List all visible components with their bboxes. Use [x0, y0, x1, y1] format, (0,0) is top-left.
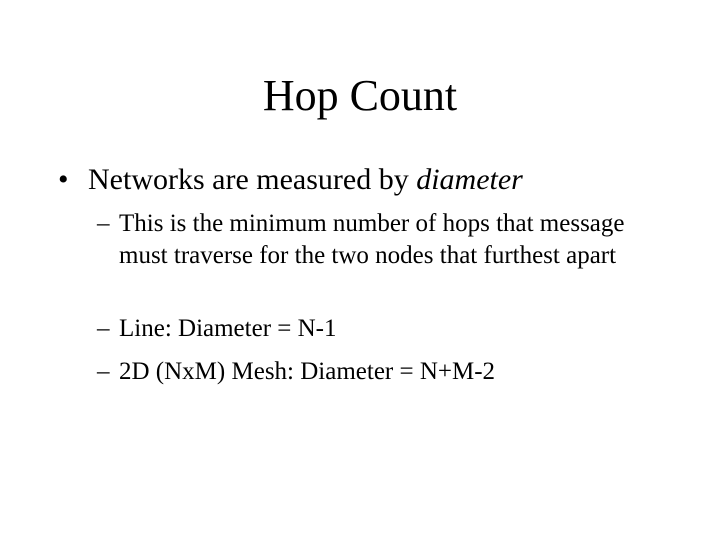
bullet-marker: •	[58, 163, 69, 196]
subbullet-marker: –	[97, 210, 110, 237]
subbullet-text: This is the minimum number of hops that message must traverse for the two nodes that furthest apart	[119, 210, 625, 269]
subbullet-marker: –	[97, 358, 110, 385]
bullet-text-emphasis: diameter	[416, 163, 523, 196]
subbullet-text: Line: Diameter = N-1	[119, 315, 337, 342]
subbullet-text: 2D (NxM) Mesh: Diameter = N+M-2	[119, 358, 496, 385]
bullet-text-prefix: Networks are measured by	[88, 163, 417, 196]
bullet-text	[88, 162, 523, 198]
subbullet-marker: –	[97, 315, 110, 342]
slide-title: Hop Count	[262, 71, 458, 120]
